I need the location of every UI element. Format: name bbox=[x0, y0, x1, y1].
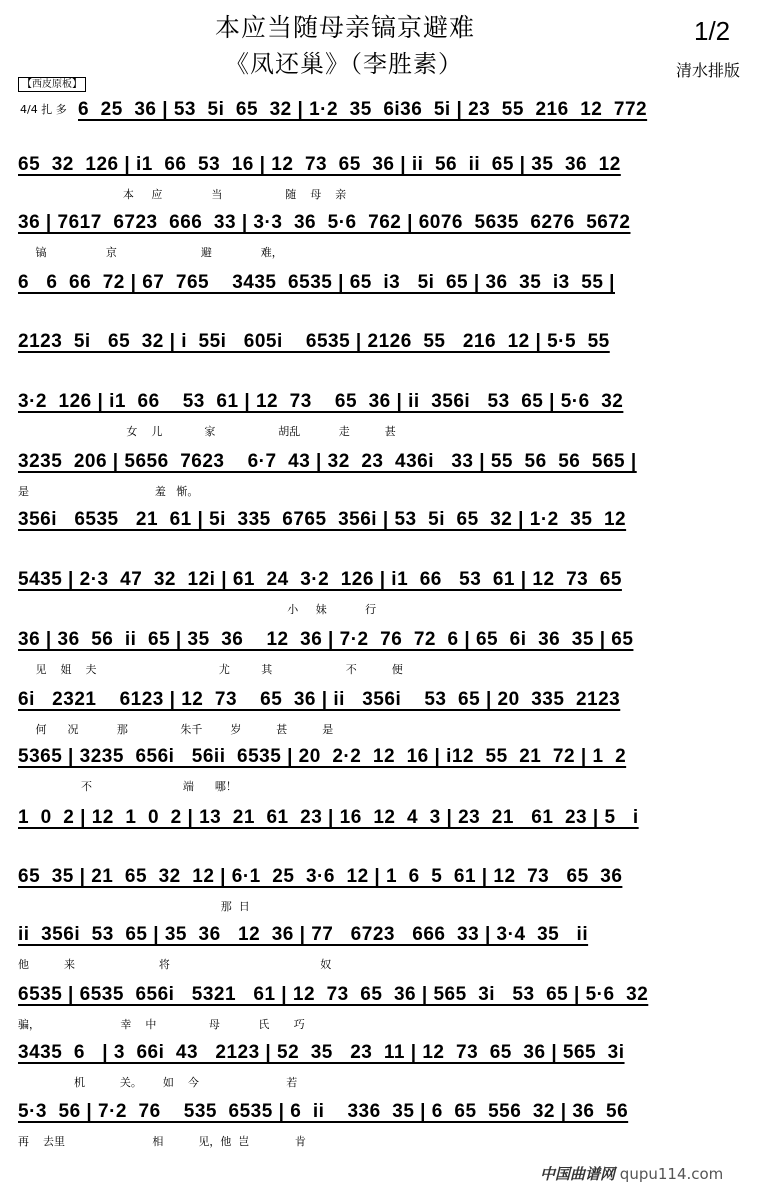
staff-notes: 6 25 36 | 53 5i 65 32 | 1·2 35 6i36 5i | 23 55 216 12 772 bbox=[78, 99, 648, 120]
staff-notes: 36 | 36 56 ii 65 | 35 36 12 36 | 7·2 76 72 6 | 65 6i 36 35 | 65 bbox=[18, 629, 634, 650]
time-signature: 4/4 扎 多 bbox=[20, 103, 67, 116]
staff-notes: 3·2 126 | i1 66 53 61 | 12 73 65 36 | ii 356i 53 65 | 5·6 32 bbox=[18, 391, 624, 412]
staff-lyrics: 机 关。 如 今 若 bbox=[18, 1076, 298, 1089]
staff-row bbox=[18, 208, 770, 272]
staff-lyrics: 女 儿 家 胡乱 走 甚 bbox=[18, 425, 396, 438]
staff-lyrics bbox=[18, 541, 770, 559]
staff-lyrics bbox=[18, 363, 770, 381]
staff-row bbox=[18, 685, 770, 749]
tune-tag: 【西皮原板】 bbox=[18, 77, 86, 92]
staff-notes: 5435 | 2·3 47 32 12i | 61 24 3·2 126 | i1 66 53 61 | 12 73 65 bbox=[18, 569, 622, 590]
staff-row bbox=[18, 920, 770, 984]
staff-lyrics: 何 况 那 朱千 岁 甚 是 bbox=[18, 723, 334, 736]
staff-lyrics bbox=[18, 839, 770, 857]
staff-lyrics: 镐 京 避 难， bbox=[18, 246, 283, 259]
watermark bbox=[540, 1163, 723, 1184]
staff-lyrics: 再 去里 相 见，他 岂 肯 bbox=[18, 1135, 306, 1148]
staff-row bbox=[18, 862, 770, 926]
staff-notes: 5365 | 3235 656i 56ii 6535 | 20 2·2 12 16 | i12 55 21 72 | 1 2 bbox=[18, 746, 627, 767]
staff-row bbox=[18, 505, 770, 569]
staff-row bbox=[18, 565, 770, 629]
staff-notes: 3435 6 | 3 66i 43 2123 | 52 35 23 11 | 12 73 65 36 | 565 3i bbox=[18, 1042, 625, 1063]
staff-row bbox=[18, 1038, 770, 1102]
staff-lyrics: 那 日 bbox=[18, 900, 250, 913]
staff-lyrics bbox=[18, 304, 770, 322]
staff-notes: 356i 6535 21 61 | 5i 335 6765 356i | 53 5i 65 32 | 1·2 35 12 bbox=[18, 509, 627, 530]
staff-row bbox=[18, 742, 770, 806]
staff-notes: 6 6 66 72 | 67 765 3435 6535 | 65 i3 5i 65 | 36 35 i3 55 | bbox=[18, 272, 615, 293]
staff-lyrics bbox=[78, 131, 781, 149]
staff-row bbox=[18, 150, 770, 214]
staff-notes: 65 35 | 21 65 32 12 | 6·1 25 3·6 12 | 1 6 5 61 | 12 73 65 36 bbox=[18, 866, 623, 887]
staff-notes: 5·3 56 | 7·2 76 535 6535 | 6 ii 336 35 | 6 65 556 32 | 36 56 bbox=[18, 1101, 629, 1122]
staff-lyrics: 不 端 哪！ bbox=[18, 780, 237, 793]
page-number: 1/2 bbox=[694, 16, 731, 46]
staff-notes: 6535 | 6535 656i 5321 61 | 12 73 65 36 | 565 3i 53 65 | 5·6 32 bbox=[18, 984, 649, 1005]
staff-row bbox=[18, 387, 770, 451]
staff-lyrics: 他 来 将 奴 bbox=[18, 958, 332, 971]
staff-lyrics: 骗， 幸 中 母 氏 巧 bbox=[18, 1018, 305, 1031]
staff-row bbox=[18, 625, 770, 689]
staff-row bbox=[18, 447, 770, 511]
staff-row bbox=[18, 980, 770, 1044]
staff-row bbox=[18, 268, 770, 332]
watermark-url: qupu114.com bbox=[619, 1165, 724, 1183]
staff-lyrics: 小 妹 行 bbox=[18, 603, 377, 616]
staff-row bbox=[18, 803, 770, 867]
arranger-label: 清水排版 bbox=[676, 61, 741, 80]
staff-row bbox=[18, 327, 770, 391]
staff-notes: ii 356i 53 65 | 35 36 12 36 | 77 6723 666 33 | 3·4 35 ii bbox=[18, 924, 589, 945]
staff-lyrics: 见 姐 夫 尤 其 不 便 bbox=[18, 663, 403, 676]
staff-row bbox=[18, 1097, 770, 1161]
staff-lyrics: 是 羞 惭。 bbox=[18, 485, 199, 498]
staff-lyrics: 本 应 当 随 母 亲 bbox=[18, 188, 347, 201]
staff-notes: 6i 2321 6123 | 12 73 65 36 | ii 356i 53 65 | 20 335 2123 bbox=[18, 689, 621, 710]
staff-notes: 1 0 2 | 12 1 0 2 | 13 21 61 23 | 16 12 4 3 | 23 21 61 23 | 5 i bbox=[18, 807, 639, 828]
song-title: 本应当随母亲镐京避难 bbox=[215, 13, 476, 42]
staff-notes: 2123 5i 65 32 | i 55i 605i 6535 | 2126 55 216 12 | 5·5 55 bbox=[18, 331, 610, 352]
staff-notes: 65 32 126 | i1 66 53 16 | 12 73 65 36 | ii 56 ii 65 | 35 36 12 bbox=[18, 154, 621, 175]
watermark-site: 中国曲谱网 bbox=[540, 1165, 616, 1183]
staff-notes: 3235 206 | 5656 7623 6·7 43 | 32 23 436i 33 | 55 56 56 565 | bbox=[18, 451, 637, 472]
staff-notes: 36 | 7617 6723 666 33 | 3·3 36 5·6 762 | 6076 5635 6276 5672 bbox=[18, 212, 631, 233]
song-subtitle: 《凤还巢》（李胜素） bbox=[225, 50, 463, 78]
